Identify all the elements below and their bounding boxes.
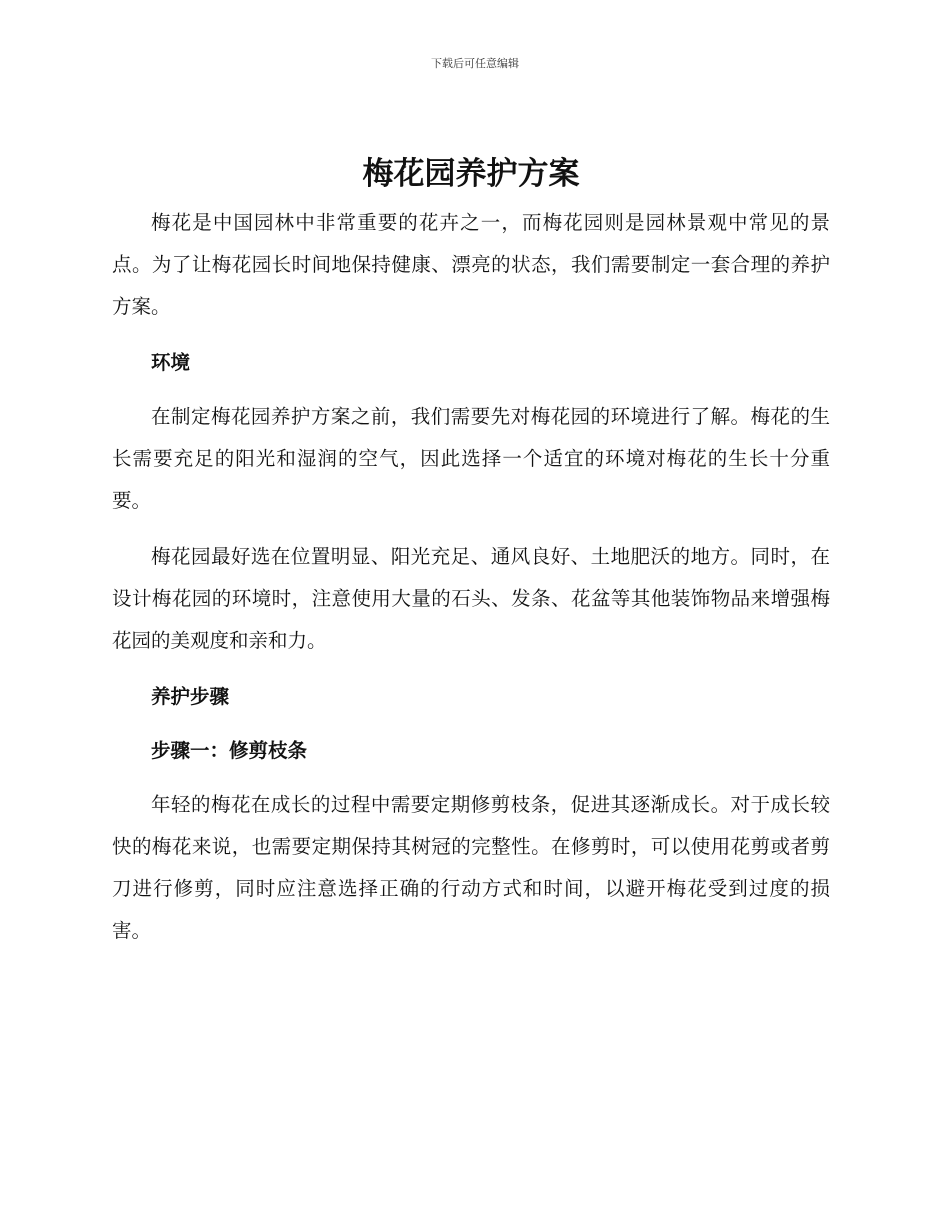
intro-paragraph: 梅花是中国园林中非常重要的花卉之一，而梅花园则是园林景观中常见的景点。为了让梅花园长时间地保持健康、漂亮的状态，我们需要制定一套合理的养护方案。 [112,211,830,318]
document-title: 梅花园养护方案 [362,156,580,192]
header-note: 下载后可任意编辑 [431,57,519,70]
section-heading-care-steps: 养护步骤 [151,685,230,708]
document-body [112,148,830,966]
environment-paragraph-2: 梅花园最好选在位置明显、阳光充足、通风良好、土地肥沃的地方。同时，在设计梅花园的环境时，注意使用大量的石头、发条、花盆等其他装饰物品来增强梅花园的美观度和亲和力。 [112,545,830,652]
environment-paragraph-1: 在制定梅花园养护方案之前，我们需要先对梅花园的环境进行了解。梅花的生长需要充足的阳光和湿润的空气，因此选择一个适宜的环境对梅花的生长十分重要。 [112,405,830,512]
subheading-step-1: 步骤一：修剪枝条 [151,739,308,762]
step-1-paragraph: 年轻的梅花在成长的过程中需要定期修剪枝条，促进其逐渐成长。对于成长较快的梅花来说，也需要定期保持其树冠的完整性。在修剪时，可以使用花剪或者剪刀进行修剪，同时应注意选择正确的行动方式和时间，以避开梅花受到过度的损害。 [112,793,830,942]
section-heading-environment: 环境 [151,351,191,374]
